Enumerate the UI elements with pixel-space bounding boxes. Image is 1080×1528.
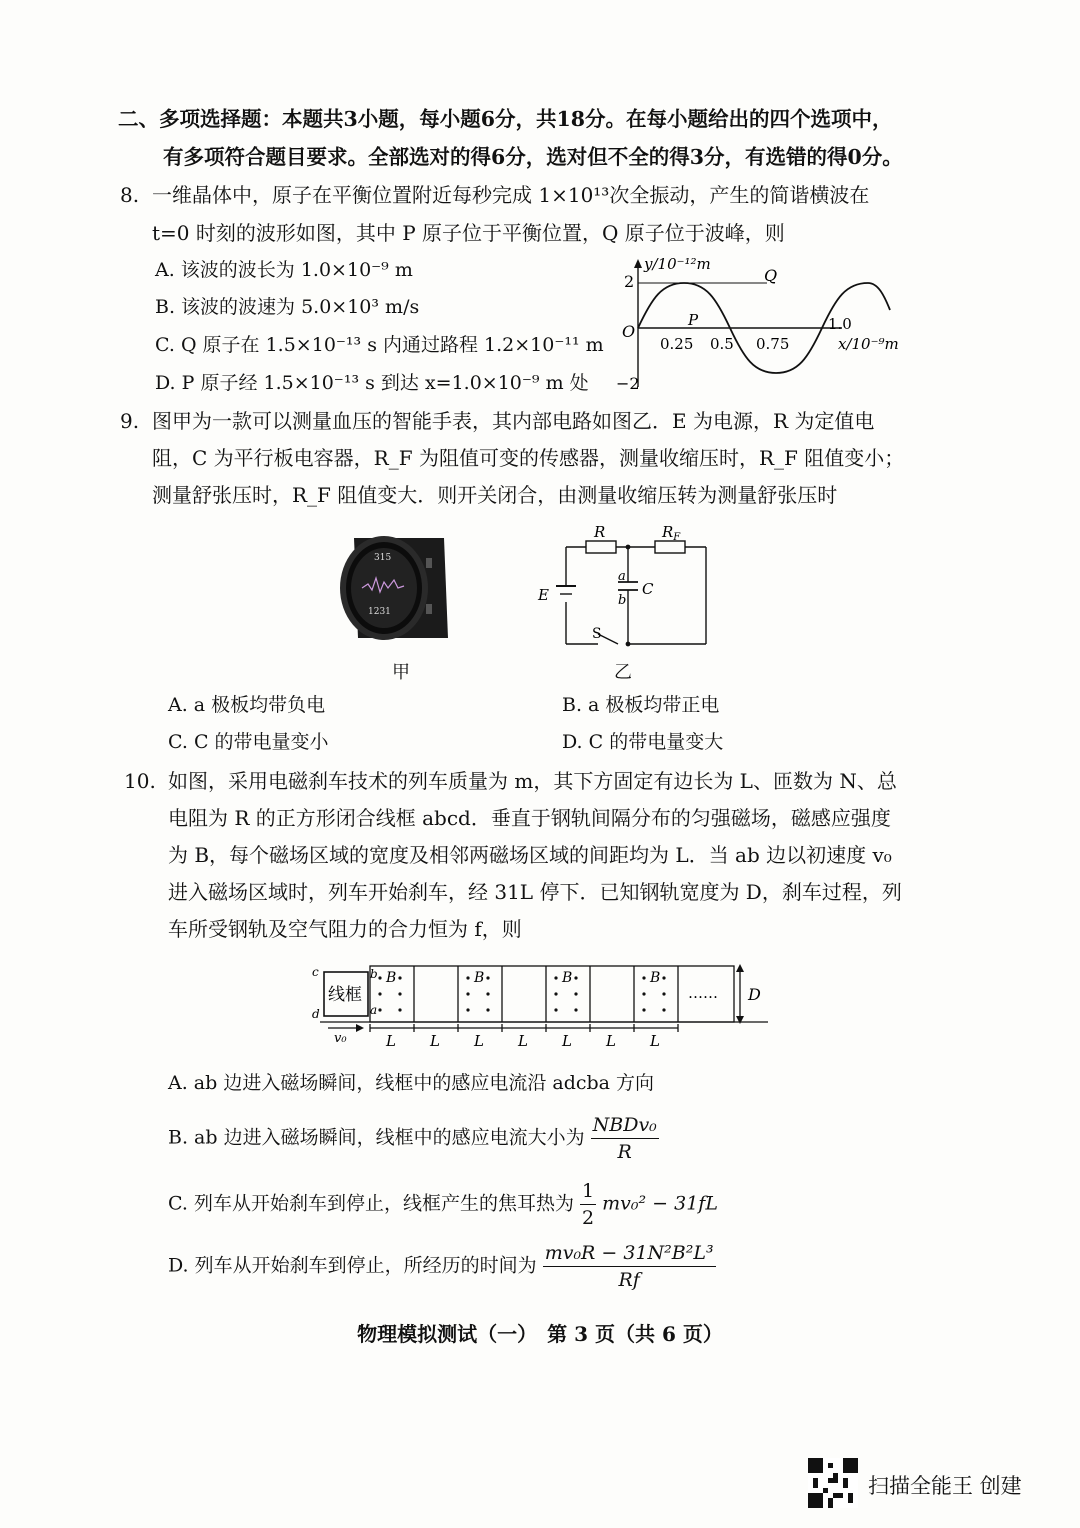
q9-label-a: a xyxy=(618,569,626,584)
q9-option-a: A. a 极板均带负电 xyxy=(168,694,326,716)
q10-option-c-fraction xyxy=(580,1178,596,1231)
q10-option-a: A. ab 边进入磁场瞬间，线框中的感应电流沿 adcba 方向 xyxy=(168,1072,655,1094)
q10-option-b-text: B. ab 边进入磁场瞬间，线框中的感应电流大小为 xyxy=(168,1126,585,1149)
q8-tick-05: 0.5 xyxy=(710,335,734,353)
q8-wave-graph xyxy=(612,255,902,395)
q8-option-c: C. Q 原子在 1.5×10⁻¹³ s 内通过路程 1.2×10⁻¹¹ m xyxy=(155,334,604,356)
q10-number: 10. xyxy=(124,769,156,793)
scanner-watermark: 扫描全能王 创建 xyxy=(868,1474,1022,1498)
q10-ellipsis: …… xyxy=(688,984,718,1002)
q9-stem-2: 阻，C 为平行板电容器，R_F 为阻值可变的传感器，测量收缩压时，R_F 阻值变小； xyxy=(152,446,905,470)
q8-tick-025: 0.25 xyxy=(660,335,694,353)
q8-option-b: B. 该波的波速为 5.0×10³ m/s xyxy=(155,296,420,318)
q10-stem-2: 电阻为 R 的正方形闭合线框 abcd．垂直于钢轨间隔分布的匀强磁场，磁感应强度 xyxy=(168,806,891,830)
q10-spacing-2: L xyxy=(430,1032,440,1050)
q10-option-d-text: D. 列车从开始刹车到停止，所经历的时间为 xyxy=(168,1254,537,1277)
q9-stem-3: 测量舒张压时，R_F 阻值变大．则开关闭合，由测量收缩压转为测量舒张压时 xyxy=(152,483,838,507)
qr-code-icon xyxy=(808,1458,858,1508)
q10-stem-4: 进入磁场区域时，列车开始刹车，经 31L 停下．已知钢轨宽度为 D，刹车过程，列 xyxy=(168,880,902,904)
q9-label-r: R xyxy=(594,523,606,541)
q10-spacing-3: L xyxy=(474,1032,484,1050)
q10-spacing-1: L xyxy=(386,1032,396,1050)
q8-stem-2: t=0 时刻的波形如图，其中 P 原子位于平衡位置，Q 原子位于波峰，则 xyxy=(152,221,785,245)
q10-b-label-3: B xyxy=(562,970,573,986)
q8-tick-075: 0.75 xyxy=(756,335,790,353)
q10-corner-a: a xyxy=(370,1003,378,1017)
q10-option-c-denominator: 2 xyxy=(582,1207,595,1229)
q10-option-b-denominator: R xyxy=(617,1141,632,1163)
q8-origin: O xyxy=(622,322,636,341)
q10-option-b-fraction xyxy=(591,1112,659,1165)
q8-y-label: y/10⁻¹²m xyxy=(644,255,711,273)
section-subtitle: 有多项符合题目要求。全部选对的得6分，选对但不全的得3分，有选错的得0分。 xyxy=(163,145,903,169)
q10-field-figure xyxy=(308,958,768,1050)
q10-option-d-fraction xyxy=(543,1240,716,1293)
section-title: 二、多项选择题：本题共3小题，每小题6分，共18分。在每小题给出的四个选项中， xyxy=(118,107,893,131)
q8-tick-10: 1.0 xyxy=(828,315,852,333)
q8-x-label: x/10⁻⁹m xyxy=(838,335,899,353)
q10-option-d-denominator: Rf xyxy=(618,1269,640,1291)
q10-option-d-numerator: mv₀R − 31N²B²L³ xyxy=(543,1240,716,1267)
q8-option-d: D. P 原子经 1.5×10⁻¹³ s 到达 x=1.0×10⁻⁹ m 处 xyxy=(155,372,589,394)
q8-y-bottom: −2 xyxy=(616,374,640,393)
q10-option-d xyxy=(168,1240,716,1293)
q10-option-c xyxy=(168,1178,718,1231)
q8-number: 8. xyxy=(120,183,140,207)
q10-stem-3: 为 B，每个磁场区域的宽度及相邻两磁场区域的间距均为 L．当 ab 边以初速度 v₀ xyxy=(168,843,892,867)
q8-point-p: P xyxy=(688,311,699,329)
q9-number: 9. xyxy=(120,409,140,433)
q10-corner-b: b xyxy=(370,967,378,981)
q10-option-c-numerator: 1 xyxy=(580,1178,596,1205)
q10-corner-c: c xyxy=(312,965,319,979)
q10-option-c-tail: mv₀² − 31fL xyxy=(602,1192,718,1215)
page-footer: 物理模拟测试（一） 第 3 页（共 6 页） xyxy=(357,1322,723,1346)
q9-option-c: C. C 的带电量变小 xyxy=(168,731,329,753)
q10-b-label-2: B xyxy=(474,970,485,986)
q9-label-c: C xyxy=(642,580,654,598)
q8-y-top: 2 xyxy=(624,272,635,291)
q10-spacing-6: L xyxy=(606,1032,616,1050)
q10-b-label-4: B xyxy=(650,970,661,986)
q10-b-label-1: B xyxy=(386,970,397,986)
q10-velocity: v₀ xyxy=(334,1031,347,1046)
q8-point-q: Q xyxy=(764,266,778,285)
q9-stem-1: 图甲为一款可以测量血压的智能手表，其内部电路如图乙．E 为电源，R 为定值电 xyxy=(152,409,875,433)
q9-watch-time: 315 xyxy=(374,553,392,563)
q9-circuit-diagram xyxy=(530,520,720,660)
q9-label-e: E xyxy=(538,586,549,604)
q10-option-c-text: C. 列车从开始刹车到停止，线框产生的焦耳热为 xyxy=(168,1192,574,1215)
q10-spacing-5: L xyxy=(562,1032,572,1050)
q8-stem-1: 一维晶体中，原子在平衡位置附近每秒完成 1×10¹³次全振动，产生的简谐横波在 xyxy=(152,183,870,207)
q10-stem-5: 车所受钢轨及空气阻力的合力恒为 f，则 xyxy=(168,917,522,941)
q9-label-rf: $R_F$ xyxy=(662,523,681,543)
q9-option-b: B. a 极板均带正电 xyxy=(562,694,720,716)
q9-caption-yi: 乙 xyxy=(614,662,632,683)
q10-option-b xyxy=(168,1112,659,1165)
q9-watch-image xyxy=(340,518,470,653)
q10-corner-d: d xyxy=(312,1007,320,1021)
q9-watch-reading: 1231 xyxy=(368,607,391,617)
q9-caption-jia: 甲 xyxy=(392,662,410,683)
q10-frame-label: 线框 xyxy=(328,985,362,1005)
q9-label-s: S xyxy=(592,626,602,642)
q10-stem-1: 如图，采用电磁刹车技术的列车质量为 m，其下方固定有边长为 L、匝数为 N、总 xyxy=(168,769,897,793)
q10-option-b-numerator: NBDv₀ xyxy=(591,1112,659,1139)
q10-spacing-7: L xyxy=(650,1032,660,1050)
q9-option-d: D. C 的带电量变大 xyxy=(562,731,724,753)
q9-label-b: b xyxy=(618,593,627,608)
q10-spacing-4: L xyxy=(518,1032,528,1050)
q10-width-d: D xyxy=(748,985,761,1004)
q8-option-a: A. 该波的波长为 1.0×10⁻⁹ m xyxy=(155,259,413,281)
